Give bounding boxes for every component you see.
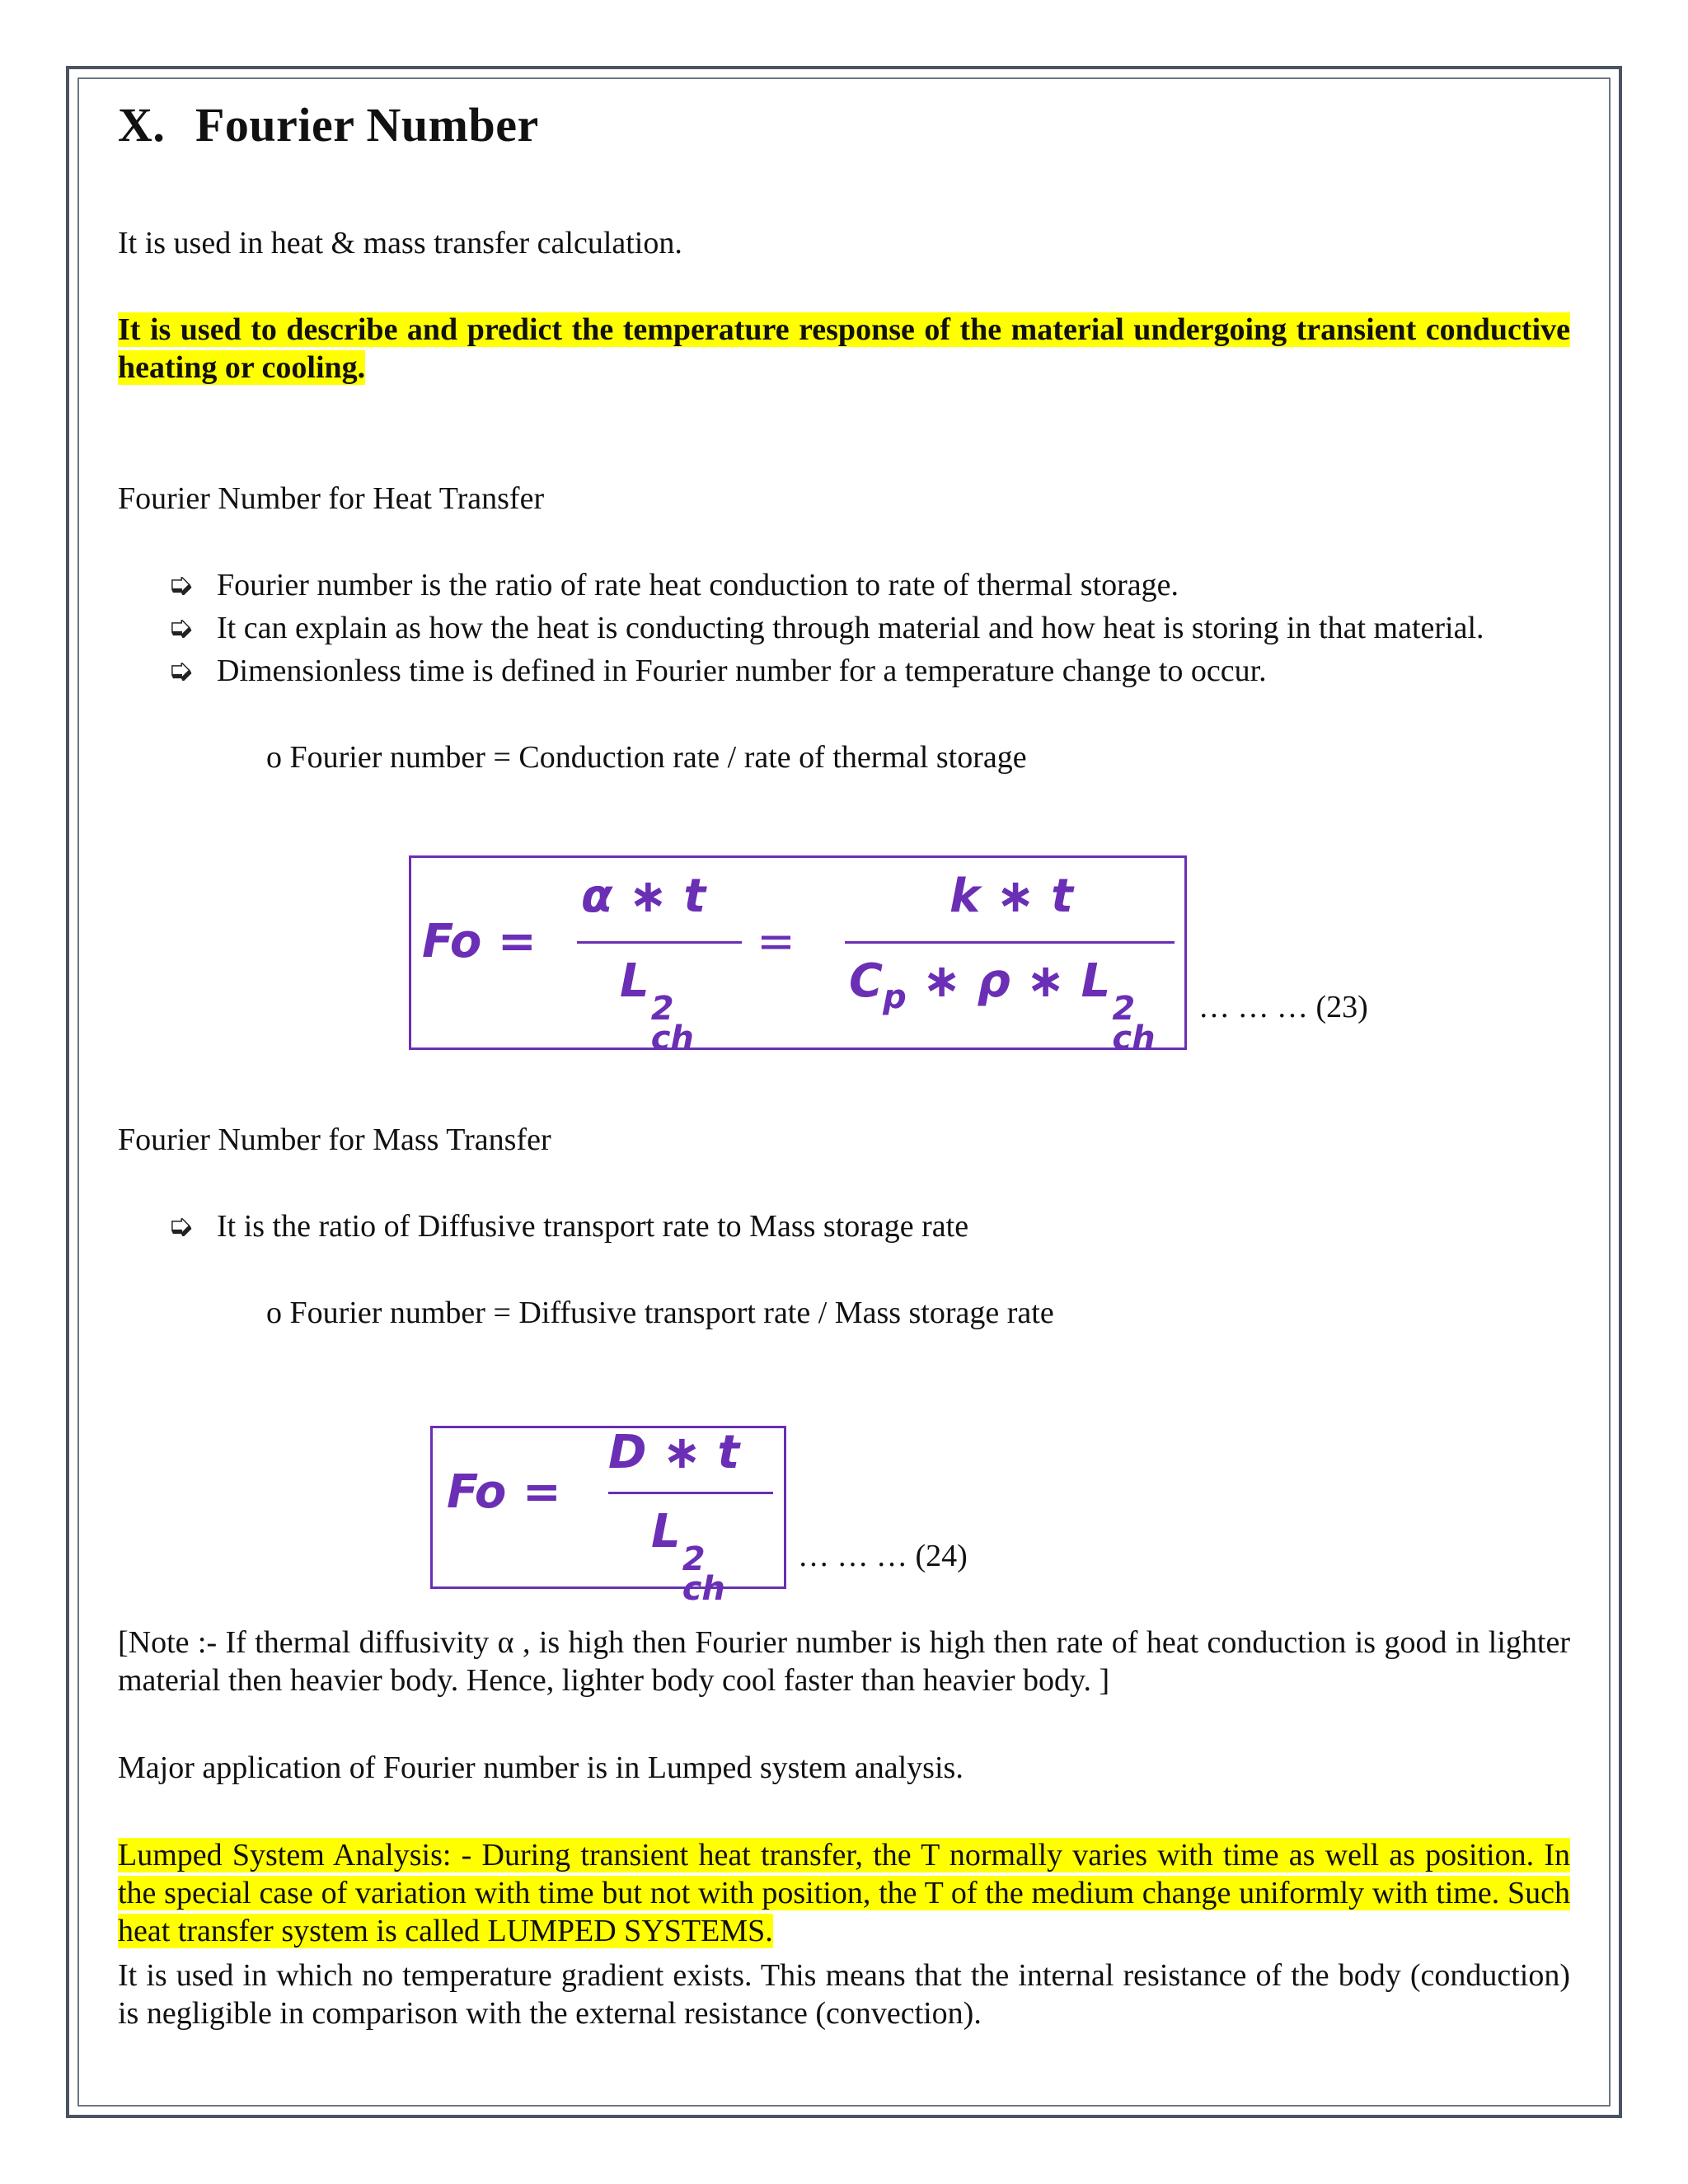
- lumped-paragraph: [118, 1836, 1570, 1950]
- heat-transfer-heading: Fourier Number for Heat Transfer: [118, 481, 545, 516]
- pointing-hand-icon: ➭: [167, 654, 194, 688]
- pointing-hand-icon: ➭: [167, 568, 194, 602]
- eq24-fraction-bar: [608, 1492, 773, 1494]
- section-number: X.: [118, 98, 166, 152]
- eq24-numerator: D ∗ t: [608, 1426, 740, 1479]
- eq23-numerator-2: k ∗ t: [950, 869, 1073, 923]
- mass-definition-formula: o Fourier number = Diffusive transport rate / Mass storage rate: [266, 1296, 1054, 1330]
- heat-bullet-2: [167, 609, 1484, 647]
- heat-bullet-1: [167, 566, 1179, 604]
- mass-bullet-1-text: It is the ratio of Diffusive transport rate to Mass storage rate: [217, 1209, 969, 1244]
- eq23-fraction-bar-2: [845, 941, 1175, 944]
- note-paragraph: [Note :- If thermal diffusivity α , is high then Fourier number is high then rate of heat conduction is good in lighter material then heavier body. Hence, lighter body cool faster than heavier body. ]: [118, 1625, 1570, 1698]
- eq24-denominator: L 2 ch: [651, 1505, 725, 1608]
- eq24-lhs: Fo =: [447, 1465, 561, 1519]
- eq23-denominator-1: L 2 ch: [620, 954, 694, 1057]
- equation-24-number: … … … (24): [798, 1539, 968, 1573]
- eq23-lhs: Fo =: [422, 915, 537, 968]
- heat-definition-formula: o Fourier number = Conduction rate / rate of thermal storage: [266, 740, 1027, 775]
- mass-transfer-heading: Fourier Number for Mass Transfer: [118, 1122, 551, 1157]
- application-text: Major application of Fourier number is in Lumped system analysis.: [118, 1750, 964, 1785]
- eq23-denominator-2: $C_p$ ∗ ρ ∗ L 2 ch: [849, 954, 1156, 1057]
- heat-bullet-1-text: Fourier number is the ratio of rate heat conduction to rate of thermal storage.: [217, 568, 1179, 602]
- mass-bullet-1: [167, 1207, 968, 1245]
- pointing-hand-icon: ➭: [167, 611, 194, 645]
- eq23-equals: =: [757, 915, 795, 968]
- heat-bullet-2-text: It can explain as how the heat is conducting through material and how heat is storing in that material.: [217, 611, 1484, 645]
- equation-23-number: … … … (23): [1198, 990, 1368, 1024]
- section-title: Fourier Number: [195, 98, 539, 152]
- lumped-highlight: Lumped System Analysis: - During transient heat transfer, the T normally varies with time as well as position. In the special case of variation with time but not with position, the T of the medium change uniformly with time. Such heat transfer system is called LUMPED SYSTEMS.: [118, 1838, 1570, 1948]
- gradient-paragraph: It is used in which no temperature gradient exists. This means that the internal resistance of the body (conduction) is negligible in comparison with the external resistance (convection).: [118, 1958, 1570, 2031]
- pointing-hand-icon: ➭: [167, 1209, 194, 1244]
- intro-text: It is used in heat & mass transfer calculation.: [118, 226, 682, 260]
- definition-highlight: It is used to describe and predict the temperature response of the material undergoing transient conductive heating or cooling.: [118, 312, 1570, 385]
- heat-bullet-3: [167, 652, 1267, 690]
- definition-paragraph: [118, 311, 1570, 387]
- eq23-numerator-1: α ∗ t: [581, 869, 706, 923]
- eq23-fraction-bar-1: [577, 941, 742, 944]
- section-heading: [118, 97, 539, 152]
- heat-bullet-3-text: Dimensionless time is defined in Fourier number for a temperature change to occur.: [217, 654, 1267, 688]
